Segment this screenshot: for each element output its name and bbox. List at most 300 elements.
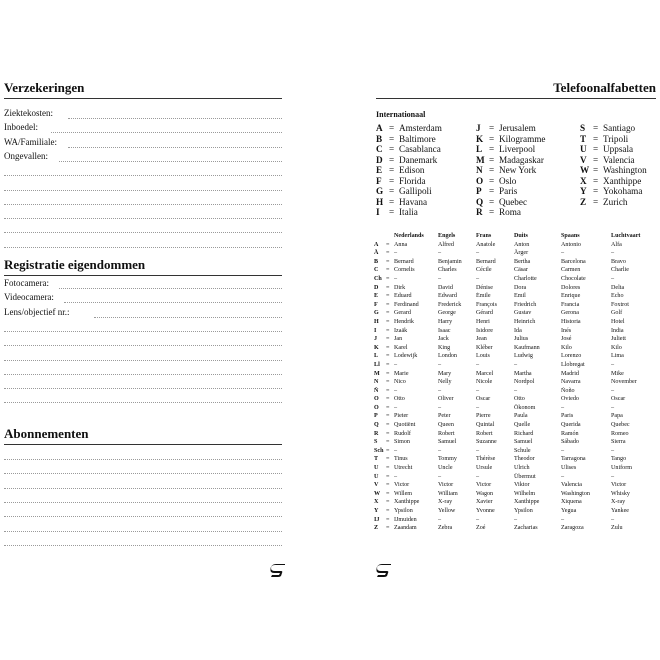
table-cell: – (476, 404, 480, 411)
international-entry (580, 155, 647, 166)
table-cell: Willem (394, 490, 413, 497)
table-cell: = (386, 344, 390, 351)
subscriptions-title: Abonnementen (4, 426, 89, 441)
table-row (374, 516, 651, 525)
table-cell: Ludwig (514, 353, 533, 360)
phone-alphabets-title-rule (376, 98, 656, 99)
spelling-alphabet-table (374, 232, 651, 533)
blank-line (4, 360, 282, 361)
table-cell: Dolores (561, 284, 581, 291)
table-cell: Samuel (438, 439, 457, 446)
table-cell: G (374, 310, 379, 317)
table-cell: = (386, 439, 390, 446)
international-title: Internationaal (376, 110, 426, 119)
table-cell: Zoé (476, 525, 486, 532)
table-cell: Sierra (611, 439, 626, 446)
equals-sign: = (593, 175, 599, 186)
table-cell: Yvonne (476, 508, 495, 514)
table-cell: Samuel (514, 439, 533, 446)
table-cell: Henri (476, 318, 490, 325)
table-cell: Edward (438, 293, 457, 300)
table-cell: Tarragona (561, 456, 586, 463)
table-cell: = (386, 387, 390, 394)
table-header-cell: Spaans (561, 233, 580, 239)
table-cell: – (611, 473, 615, 480)
equals-sign: = (489, 196, 495, 207)
table-cell: Nelly (438, 379, 452, 386)
table-row (374, 361, 651, 370)
international-word: Casablanca (399, 144, 441, 154)
blank-line (4, 204, 282, 205)
table-cell: Llobregat (561, 361, 585, 368)
property-title-rule (4, 275, 282, 276)
table-cell: Quebec (611, 422, 630, 429)
table-cell: = (386, 327, 390, 334)
table-cell: – (561, 516, 565, 523)
table-cell: Anna (394, 241, 408, 248)
table-cell: Lima (611, 353, 624, 360)
table-header-cell: Nederlands (394, 233, 424, 239)
table-cell: Ypsilon (394, 508, 413, 514)
table-cell: Anatole (476, 241, 496, 248)
table-cell: X-ray (438, 499, 453, 506)
blank-line (4, 502, 282, 503)
international-word: Roma (499, 207, 521, 217)
table-cell: Lorenzo (561, 353, 582, 360)
table-cell: Pieter (394, 413, 409, 420)
table-cell: Robert (438, 430, 455, 437)
field-line (64, 302, 282, 303)
international-column (580, 123, 647, 207)
international-entry (376, 134, 442, 145)
international-word: Washington (603, 165, 647, 175)
equals-sign: = (593, 196, 599, 207)
table-row (374, 241, 651, 250)
table-cell: Benjamin (438, 258, 462, 265)
international-letter: S (580, 123, 586, 133)
field-line (59, 161, 282, 162)
table-cell: Oscar (476, 396, 491, 403)
table-cell: Q (374, 422, 379, 429)
field-label: WA/Familiale: (4, 136, 57, 147)
international-word: Oslo (499, 175, 517, 186)
table-cell: Ramón (561, 430, 579, 437)
table-cell: – (514, 387, 518, 394)
table-cell: – (438, 447, 442, 454)
international-entry (376, 165, 442, 176)
table-cell: Ü (374, 473, 379, 480)
table-cell: – (561, 473, 565, 480)
field-line (68, 147, 282, 148)
table-row (374, 447, 651, 456)
equals-sign: = (593, 154, 599, 165)
table-cell: Zaandam (394, 525, 417, 532)
table-cell: Echo (611, 293, 624, 300)
table-cell: Martha (514, 370, 532, 377)
table-cell: – (561, 447, 565, 454)
international-letter: H (376, 196, 384, 207)
equals-sign: = (389, 196, 395, 207)
equals-sign: = (489, 207, 495, 217)
international-entry (580, 134, 647, 145)
international-letter: L (476, 144, 483, 154)
table-cell: Oscar (611, 396, 626, 403)
table-cell: Gérard (476, 310, 493, 317)
table-cell: X-ray (611, 499, 626, 506)
table-cell: – (561, 404, 565, 411)
equals-sign: = (593, 133, 599, 144)
table-cell: Victor (394, 482, 410, 489)
international-column (376, 123, 442, 218)
table-cell: Xavier (476, 499, 493, 506)
table-cell: Querida (561, 422, 581, 429)
table-cell: Navarra (561, 379, 581, 386)
table-cell: Izaäk (394, 327, 408, 334)
table-cell: Quintal (476, 422, 495, 429)
table-cell: William (438, 490, 458, 497)
blank-line (4, 388, 282, 389)
international-entry (376, 123, 442, 134)
table-cell: Victor (476, 482, 492, 489)
international-word: Italia (399, 207, 418, 217)
table-cell: – (438, 404, 442, 411)
international-letter: Y (580, 186, 587, 196)
table-row (374, 524, 651, 533)
table-cell: Jean (476, 336, 487, 343)
table-cell: Hotel (611, 318, 625, 325)
equals-sign: = (389, 123, 395, 133)
blank-line (4, 218, 282, 219)
table-cell: Marie (394, 370, 409, 377)
table-cell: – (514, 516, 518, 523)
table-cell: Zulu (611, 525, 623, 532)
blank-line (4, 488, 282, 489)
table-cell: Thérèse (476, 456, 496, 463)
table-cell: Julius (514, 336, 529, 343)
table-cell: Nico (394, 379, 406, 386)
table-cell: – (438, 275, 442, 282)
table-cell: Gerona (561, 310, 579, 317)
table-cell: Bertha (514, 258, 531, 265)
table-cell: Golf (611, 310, 623, 317)
table-cell: Tinus (394, 456, 408, 463)
table-row (374, 335, 651, 344)
international-word: Quebec (499, 196, 528, 207)
table-cell: Oviedo (561, 396, 579, 403)
table-cell: Übermut (514, 473, 536, 480)
blank-line (4, 545, 282, 546)
table-cell: Hendrik (394, 318, 414, 325)
table-cell: November (611, 379, 637, 386)
table-cell: Mary (438, 370, 452, 377)
table-cell: Richard (514, 430, 534, 437)
field-label: Inboedel: (4, 122, 38, 133)
table-cell: – (476, 447, 480, 454)
table-cell: = (386, 508, 390, 514)
international-letter: W (580, 165, 590, 175)
table-cell: Bravo (611, 258, 626, 265)
international-entry (476, 144, 545, 155)
table-cell: Francia (561, 301, 580, 308)
table-row (374, 412, 651, 421)
equals-sign: = (389, 133, 395, 144)
international-word: Gallipoli (399, 186, 432, 196)
field-line (59, 288, 282, 289)
equals-sign: = (489, 154, 495, 165)
international-word: Uppsala (603, 144, 634, 154)
international-letter: K (476, 133, 484, 144)
international-column (476, 123, 545, 218)
table-cell: Ypsilon (514, 508, 533, 514)
table-cell: Victor (438, 482, 454, 489)
table-cell: = (386, 379, 390, 386)
international-word: Yokohama (603, 186, 643, 196)
table-cell: R (374, 430, 379, 437)
phone-alphabets-title: Telefoonalfabetten (553, 80, 656, 95)
table-cell: Simon (394, 439, 410, 446)
table-cell: Tommy (438, 456, 457, 463)
table-cell: Schule (514, 447, 531, 454)
table-header-cell: Engels (438, 233, 456, 239)
table-cell: Heinrich (514, 318, 536, 325)
international-entry (476, 134, 545, 145)
table-cell: Rudolf (394, 430, 411, 437)
equals-sign: = (389, 165, 395, 175)
international-letter: U (580, 144, 587, 154)
table-cell: = (386, 258, 390, 265)
blank-line (4, 473, 282, 474)
insurance-title-rule (4, 98, 282, 99)
table-cell: F (374, 301, 378, 308)
equals-sign: = (489, 123, 495, 133)
table-cell: N (374, 379, 379, 386)
table-cell: B (374, 258, 379, 265)
table-cell: Bernard (394, 258, 414, 265)
blank-line (4, 516, 282, 517)
table-cell: = (386, 361, 390, 368)
table-row (374, 473, 651, 482)
international-letter: E (376, 165, 383, 175)
equals-sign: = (489, 144, 495, 154)
table-cell: E (374, 293, 379, 300)
table-cell: – (438, 361, 442, 368)
table-cell: – (394, 447, 398, 454)
table-cell: IJmuiden (394, 516, 417, 523)
table-cell: Zacharias (514, 525, 538, 532)
table-cell: Yegua (561, 508, 577, 514)
table-cell: = (386, 456, 390, 463)
blank-line (4, 374, 282, 375)
international-word: Madagaskar (499, 154, 544, 165)
international-entry (376, 176, 442, 187)
international-word: Baltimore (399, 133, 436, 144)
table-cell: Dirk (394, 284, 406, 291)
table-cell: I (374, 327, 377, 334)
international-entry (476, 207, 545, 218)
table-row (374, 507, 651, 516)
table-cell: = (386, 490, 390, 497)
table-cell: – (394, 250, 398, 257)
international-letter: G (376, 186, 384, 196)
table-cell: = (386, 293, 390, 300)
table-cell: = (386, 413, 390, 420)
table-row (374, 404, 651, 413)
table-cell: = (386, 404, 390, 411)
table-cell: Robert (476, 430, 493, 437)
table-cell: Émile (476, 293, 491, 300)
international-word: Kilogramme (499, 133, 546, 144)
table-header-cell (374, 232, 386, 241)
international-letter: V (580, 154, 587, 165)
field-label: Lens/objectief nr.: (4, 306, 70, 317)
table-cell: J (374, 336, 378, 343)
international-letter: Z (580, 196, 587, 207)
table-cell: – (476, 516, 480, 523)
table-header-cell (386, 232, 394, 241)
table-cell: Paris (561, 413, 574, 420)
equals-sign: = (489, 133, 495, 144)
blank-line (4, 459, 282, 460)
table-cell: – (438, 387, 442, 394)
table-cell: – (611, 361, 615, 368)
international-entry (376, 144, 442, 155)
equals-sign: = (389, 154, 395, 165)
table-cell: – (438, 473, 442, 480)
table-cell: – (438, 250, 442, 257)
table-row (374, 352, 651, 361)
table-cell: IJ (374, 516, 380, 523)
blank-line (4, 345, 282, 346)
table-cell: Chocolate (561, 275, 586, 282)
international-word: Xanthippe (603, 175, 642, 186)
table-cell: Jack (438, 336, 449, 343)
international-entry (580, 123, 647, 134)
international-word: Santiago (603, 123, 636, 133)
international-letter: O (476, 175, 484, 186)
table-cell: = (386, 301, 390, 308)
international-word: Edison (399, 165, 425, 175)
table-row (374, 481, 651, 490)
table-cell: – (476, 250, 480, 257)
table-cell: Whisky (611, 490, 630, 497)
table-cell: Pierre (476, 413, 491, 420)
table-cell: – (611, 387, 615, 394)
table-cell: Kilo (611, 344, 622, 351)
table-cell: U (374, 465, 379, 472)
table-cell: W (374, 490, 381, 497)
table-cell: Victor (611, 482, 627, 489)
equals-sign: = (489, 165, 495, 175)
table-cell: = (386, 482, 390, 489)
table-row (374, 490, 651, 499)
table-cell: – (611, 516, 615, 523)
table-cell: George (438, 310, 456, 317)
table-cell: Lodewijk (394, 353, 418, 360)
table-cell: Paula (514, 413, 528, 420)
table-cell: Ll (374, 361, 380, 368)
international-letter: A (376, 123, 383, 133)
table-cell: Nordpol (514, 379, 535, 386)
table-row (374, 464, 651, 473)
field-line (68, 118, 282, 119)
table-cell: = (386, 370, 390, 377)
table-cell: Mike (611, 370, 624, 377)
international-word: Zurich (603, 196, 628, 207)
table-cell: Z (374, 525, 379, 532)
international-entry (580, 165, 647, 176)
table-cell: Carmen (561, 267, 581, 274)
table-cell: O (374, 396, 379, 403)
table-row (374, 249, 651, 258)
table-cell: India (611, 327, 624, 334)
table-cell: Ñoño (561, 387, 575, 394)
blank-line (4, 232, 282, 233)
table-row (374, 438, 651, 447)
international-word: Tripoli (603, 133, 629, 144)
international-entry (476, 176, 545, 187)
international-entry (376, 197, 442, 208)
table-cell: Foxtrot (611, 301, 629, 308)
table-row (374, 387, 651, 396)
equals-sign: = (489, 175, 495, 186)
international-entry (476, 165, 545, 176)
international-word: Liverpool (499, 144, 536, 154)
table-row (374, 292, 651, 301)
table-cell: Kléber (476, 344, 493, 351)
table-cell: Inés (561, 327, 572, 334)
table-cell: José (561, 336, 572, 343)
international-letter: T (580, 133, 587, 144)
table-cell: = (386, 447, 390, 454)
international-letter: P (476, 186, 482, 196)
field-label: Fotocamera: (4, 278, 49, 288)
table-cell: Kaufmann (514, 344, 540, 351)
table-cell: London (438, 353, 457, 360)
table-cell: – (561, 250, 565, 257)
table-cell: Marcel (476, 370, 494, 377)
table-cell: Historia (561, 318, 581, 325)
blank-line (4, 190, 282, 191)
table-cell: Xiquena (561, 499, 582, 506)
table-cell: P (374, 413, 378, 420)
international-letter: Q (476, 196, 484, 207)
table-cell: = (386, 336, 390, 343)
subscriptions-title-rule (4, 444, 282, 445)
table-cell: Cornelis (394, 267, 415, 274)
field-label: Videocamera: (4, 292, 54, 303)
international-letter: C (376, 144, 383, 154)
international-word: New York (499, 165, 537, 175)
table-cell: – (476, 275, 480, 282)
international-word: Paris (499, 186, 518, 196)
international-word: Jerusalem (499, 123, 536, 133)
right-page (330, 0, 660, 660)
equals-sign: = (389, 186, 395, 196)
table-cell: – (394, 387, 398, 394)
table-cell: = (386, 284, 390, 291)
table-row (374, 266, 651, 275)
international-letter: N (476, 165, 483, 175)
international-word: Valencia (603, 154, 635, 165)
table-cell: Kilo (561, 344, 572, 351)
table-cell: – (394, 473, 398, 480)
table-cell: Charlie (611, 267, 629, 274)
table-header-cell: Frans (476, 233, 492, 239)
international-entry (580, 144, 647, 155)
table-cell: – (394, 275, 398, 282)
table-cell: Ulrich (514, 465, 530, 472)
table-cell: Ä (374, 250, 379, 257)
